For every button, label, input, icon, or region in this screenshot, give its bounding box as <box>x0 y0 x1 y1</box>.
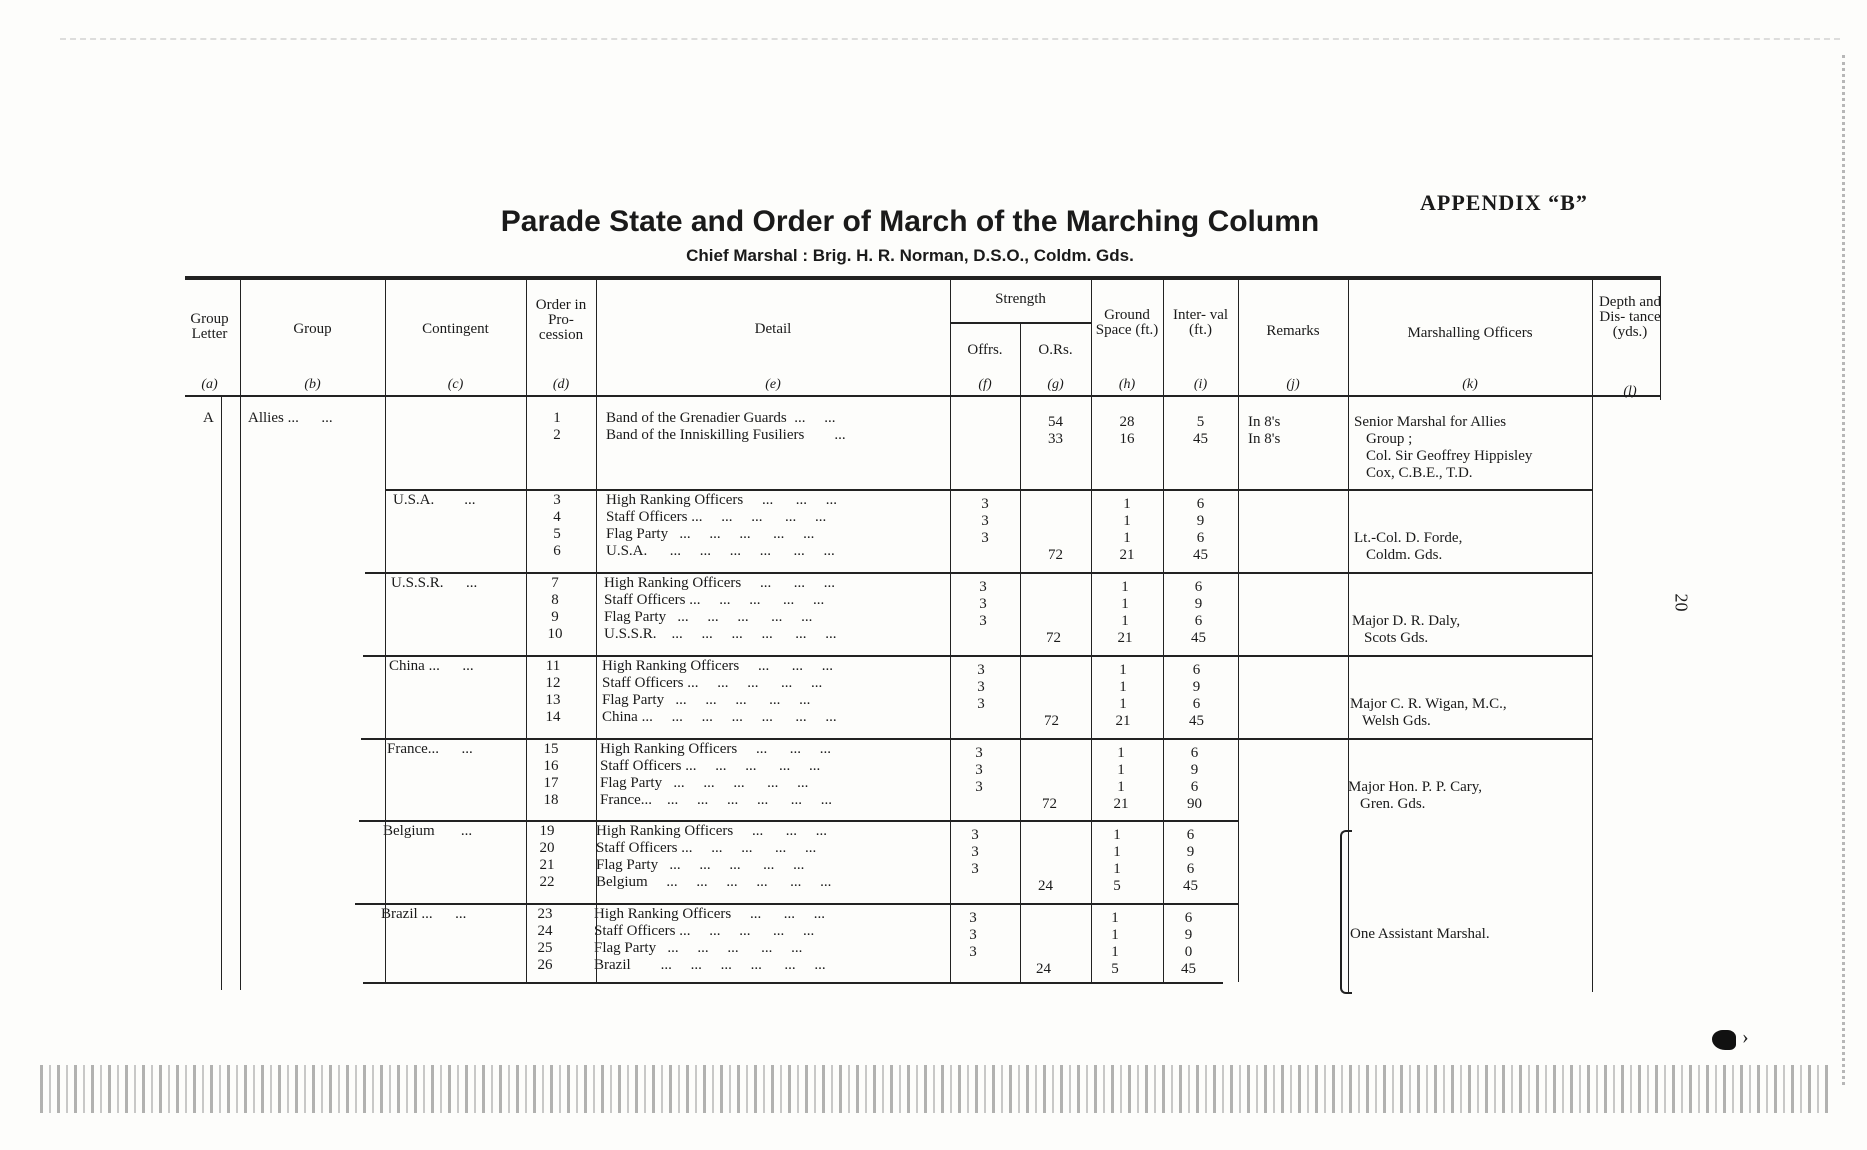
block-0-ground: 28 <box>1119 414 1135 430</box>
header-order: Order in Pro- cession <box>535 297 587 343</box>
block-4-ground: 1 <box>1117 779 1125 795</box>
block-0-marshal: Senior Marshal for Allies <box>1354 414 1507 430</box>
block-5-bottom-rule <box>355 903 1238 905</box>
block-0-detail: Band of the Grenadier Guards ... ... <box>606 410 836 426</box>
block-2-offrs: 3 <box>979 596 987 612</box>
block-5-offrs: 3 <box>971 844 979 860</box>
block-2-interval: 45 <box>1191 630 1206 646</box>
block-3-ground: 21 <box>1115 713 1131 729</box>
block-6-interval: 0 <box>1184 944 1193 960</box>
col-a-rule <box>240 276 241 990</box>
header-ors: O.Rs. <box>1038 342 1073 358</box>
block-1-ground: 1 <box>1123 496 1131 512</box>
block-0-ors: 54 <box>1048 414 1063 430</box>
block-3-bottom-rule <box>361 738 1592 740</box>
subheader-j: (j) <box>1286 377 1300 392</box>
block-2-offrs: 3 <box>979 613 987 629</box>
block-3-marshal: Welsh Gds. <box>1362 713 1431 729</box>
block-4-detail: Staff Officers ... ... ... ... ... <box>600 758 821 774</box>
block-4-ors: 72 <box>1042 796 1057 812</box>
block-2-ors: 72 <box>1046 630 1061 646</box>
block-2-detail: Staff Officers ... ... ... ... ... <box>604 592 825 608</box>
table-header-rule <box>185 395 1660 397</box>
block-3-marshal: Major C. R. Wigan, M.C., <box>1350 696 1507 712</box>
col-d-rule <box>596 276 597 982</box>
header-marshalling: Marshalling Officers <box>1407 325 1533 341</box>
block-5-offrs: 3 <box>971 861 979 877</box>
page-title: Parade State and Order of March of the Marching Column <box>500 205 1320 238</box>
block-2-detail: U.S.S.R. ... ... ... ... ... ... <box>604 626 837 642</box>
header-ground: Ground Space (ft.) <box>1095 307 1159 338</box>
block-1-ground: 1 <box>1123 513 1131 529</box>
scan-noise-bottom <box>40 1065 1830 1113</box>
header-group-letter: Group Letter <box>190 311 229 342</box>
subheader-a: (a) <box>201 377 218 392</box>
block-1-offrs: 3 <box>981 496 989 512</box>
block-6-ground: 1 <box>1111 910 1119 926</box>
block-2-contingent: U.S.S.R. ... <box>391 575 478 591</box>
block-4-ground: 1 <box>1117 762 1125 778</box>
block-2-order: 10 <box>547 626 563 642</box>
block-6-detail: Staff Officers ... ... ... ... ... <box>594 923 815 939</box>
block-1-contingent: U.S.A. ... <box>393 492 476 508</box>
block-0-marshal: Col. Sir Geoffrey Hippisley <box>1366 448 1533 464</box>
block-2-order: 8 <box>551 592 559 608</box>
block-2-order: 7 <box>551 575 559 591</box>
block-0-ground: 16 <box>1119 431 1135 447</box>
block-4-detail: France... ... ... ... ... ... ... <box>600 792 833 808</box>
block-5-detail: Staff Officers ... ... ... ... ... <box>596 840 817 856</box>
subheader-k: (k) <box>1462 377 1478 392</box>
block-4-interval: 6 <box>1190 779 1199 795</box>
block-4-offrs: 3 <box>975 762 983 778</box>
block-2-ground: 1 <box>1121 596 1129 612</box>
block-6-interval: 6 <box>1184 910 1193 926</box>
block-1-interval: 6 <box>1196 530 1205 546</box>
block-2-bottom-rule <box>363 655 1592 657</box>
block-6-ground: 1 <box>1111 944 1119 960</box>
header-strength: Strength <box>995 291 1046 307</box>
block-6-ground: 1 <box>1111 927 1119 943</box>
col-c-rule <box>526 276 527 982</box>
col-b-rule <box>385 276 386 982</box>
subheader-b: (b) <box>304 377 321 392</box>
block-6-interval: 45 <box>1181 961 1196 977</box>
block-3-order: 11 <box>545 658 561 674</box>
block-3-offrs: 3 <box>977 696 985 712</box>
group-name: Allies ... ... <box>248 410 333 426</box>
block-1-detail: Staff Officers ... ... ... ... ... <box>606 509 827 525</box>
block-1-order: 6 <box>553 543 561 559</box>
block-5-offrs: 3 <box>971 827 979 843</box>
block-4-detail: High Ranking Officers ... ... ... <box>600 741 831 757</box>
block-0-ors: 33 <box>1048 431 1063 447</box>
block-6-detail: Brazil ... ... ... ... ... ... <box>594 957 826 973</box>
block-2-ground: 1 <box>1121 613 1129 629</box>
header-offrs: Offrs. <box>967 342 1003 358</box>
block-3-ors: 72 <box>1044 713 1059 729</box>
subheader-i: (i) <box>1193 377 1208 392</box>
block-2-offrs: 3 <box>979 579 987 595</box>
header-group: Group <box>293 321 332 337</box>
block-4-order: 15 <box>543 741 559 757</box>
group-letter-value: A <box>203 410 214 426</box>
block-5-order: 22 <box>539 874 555 890</box>
block-4-ground: 1 <box>1117 745 1125 761</box>
block-5-order: 20 <box>539 840 555 856</box>
block-6-offrs: 3 <box>969 944 977 960</box>
subheader-l: (l) <box>1623 384 1637 399</box>
block-2-ground: 1 <box>1121 579 1129 595</box>
subheader-h: (h) <box>1118 377 1136 392</box>
block-1-interval: 45 <box>1193 547 1208 563</box>
header-depth: Depth and Dis- tance (yds.) <box>1598 294 1662 340</box>
block-3-interval: 9 <box>1192 679 1201 695</box>
block-4-order: 18 <box>543 792 559 808</box>
block-3-detail: Flag Party ... ... ... ... ... <box>602 692 811 708</box>
subheader-g: (g) <box>1047 377 1064 392</box>
block-1-order: 5 <box>553 526 561 542</box>
col-h-rule <box>1163 276 1164 982</box>
arrow-mark-icon: › <box>1742 1026 1749 1048</box>
block-3-order: 14 <box>545 709 561 725</box>
block-2-interval: 6 <box>1194 579 1203 595</box>
subheader-d: (d) <box>552 377 570 392</box>
block-5-interval: 6 <box>1186 827 1195 843</box>
block-2-detail: Flag Party ... ... ... ... ... <box>604 609 813 625</box>
block-4-interval: 6 <box>1190 745 1199 761</box>
block-6-contingent: Brazil ... ... <box>381 906 467 922</box>
block-5-interval: 6 <box>1186 861 1195 877</box>
block-3-order: 13 <box>545 692 561 708</box>
block-0-remark: In 8's <box>1248 414 1281 430</box>
block-5-order: 21 <box>539 857 555 873</box>
block-2-detail: High Ranking Officers ... ... ... <box>604 575 835 591</box>
block-4-offrs: 3 <box>975 745 983 761</box>
col-f-rule <box>1020 322 1021 982</box>
block-5-order: 19 <box>539 823 555 839</box>
col-i-rule <box>1238 276 1239 982</box>
block-5-ground: 5 <box>1113 878 1121 894</box>
block-1-marshal: Coldm. Gds. <box>1366 547 1443 563</box>
block-0-bottom-rule <box>385 489 1592 491</box>
block-0-marshal: Cox, C.B.E., T.D. <box>1366 465 1473 481</box>
block-1-marshal: Lt.-Col. D. Forde, <box>1354 530 1463 546</box>
block-1-detail: High Ranking Officers ... ... ... <box>606 492 837 508</box>
block-2-interval: 6 <box>1194 613 1203 629</box>
block-2-marshal: Major D. R. Daly, <box>1352 613 1461 629</box>
block-6-order: 23 <box>537 906 553 922</box>
block-5-interval: 45 <box>1183 878 1198 894</box>
block-4-interval: 9 <box>1190 762 1199 778</box>
block-0-detail: Band of the Inniskilling Fusiliers ... <box>606 427 846 443</box>
block-3-ground: 1 <box>1119 662 1127 678</box>
page-subtitle: Chief Marshal : Brig. H. R. Norman, D.S.O., Coldm. Gds. <box>686 246 1134 265</box>
table-bottom-rule <box>363 982 1223 984</box>
block-4-contingent: France... ... <box>387 741 473 757</box>
block-6-detail: Flag Party ... ... ... ... ... <box>594 940 803 956</box>
block-0-interval: 5 <box>1196 414 1205 430</box>
block-5-detail: Flag Party ... ... ... ... ... <box>596 857 805 873</box>
table-top-rule <box>185 276 1660 280</box>
col-g-rule <box>1091 276 1092 982</box>
col-e-rule <box>950 276 951 982</box>
block-1-offrs: 3 <box>981 530 989 546</box>
block-1-offrs: 3 <box>981 513 989 529</box>
block-5-detail: Belgium ... ... ... ... ... ... <box>596 874 832 890</box>
ink-blot <box>1712 1030 1736 1050</box>
block-6-detail: High Ranking Officers ... ... ... <box>594 906 825 922</box>
block-6-ground: 5 <box>1111 961 1119 977</box>
block-3-detail: China ... ... ... ... ... ... ... <box>602 709 837 725</box>
block-4-offrs: 3 <box>975 779 983 795</box>
block-6-order: 26 <box>537 957 553 973</box>
block-2-marshal: Scots Gds. <box>1364 630 1429 646</box>
group-left-rule <box>221 395 222 990</box>
header-detail: Detail <box>754 321 792 337</box>
block-0-marshal: Group ; <box>1366 431 1413 447</box>
block-1-interval: 6 <box>1196 496 1205 512</box>
block-6-order: 25 <box>537 940 553 956</box>
block-1-detail: Flag Party ... ... ... ... ... <box>606 526 815 542</box>
block-3-contingent: China ... ... <box>389 658 474 674</box>
block-1-ground: 21 <box>1119 547 1135 563</box>
appendix-label: APPENDIX “B” <box>1420 190 1588 215</box>
block-4-marshal: Gren. Gds. <box>1360 796 1426 812</box>
col-k-rule <box>1592 276 1593 992</box>
block-4-order: 16 <box>543 758 559 774</box>
block-1-interval: 9 <box>1196 513 1205 529</box>
block-3-order: 12 <box>545 675 561 691</box>
block-3-detail: High Ranking Officers ... ... ... <box>602 658 833 674</box>
block-3-interval: 6 <box>1192 662 1201 678</box>
block-3-ground: 1 <box>1119 679 1127 695</box>
block-6-offrs: 3 <box>969 910 977 926</box>
block-4-bottom-rule <box>359 820 1238 822</box>
block-5-detail: High Ranking Officers ... ... ... <box>596 823 827 839</box>
subheader-f: (f) <box>978 377 992 392</box>
block-3-interval: 6 <box>1192 696 1201 712</box>
block-4-detail: Flag Party ... ... ... ... ... <box>600 775 809 791</box>
header-remarks: Remarks <box>1266 323 1320 339</box>
block-4-marshal: Major Hon. P. P. Cary, <box>1348 779 1483 795</box>
block-5-ground: 1 <box>1113 844 1121 860</box>
subheader-e: (e) <box>765 377 781 392</box>
block-6-interval: 9 <box>1184 927 1193 943</box>
block-5-contingent: Belgium ... <box>383 823 473 839</box>
subheader-c: (c) <box>447 377 464 392</box>
block-0-order: 2 <box>553 427 561 443</box>
shared-marshal-note: One Assistant Marshal. <box>1350 926 1490 942</box>
page-number: 20 <box>1671 593 1692 612</box>
block-2-order: 9 <box>551 609 559 625</box>
block-6-order: 24 <box>537 923 553 939</box>
block-5-interval: 9 <box>1186 844 1195 860</box>
block-1-order: 4 <box>553 509 561 525</box>
block-0-interval: 45 <box>1193 431 1208 447</box>
block-3-offrs: 3 <box>977 679 985 695</box>
marshal-brace <box>1340 830 1352 994</box>
scan-edge-right <box>1838 55 1845 1085</box>
block-5-ground: 1 <box>1113 861 1121 877</box>
block-4-order: 17 <box>543 775 559 791</box>
block-6-ors: 24 <box>1036 961 1051 977</box>
col-l-rule <box>1660 276 1661 400</box>
block-5-ors: 24 <box>1038 878 1053 894</box>
block-3-offrs: 3 <box>977 662 985 678</box>
block-1-detail: U.S.A. ... ... ... ... ... ... <box>606 543 835 559</box>
block-1-ors: 72 <box>1048 547 1063 563</box>
block-3-detail: Staff Officers ... ... ... ... ... <box>602 675 823 691</box>
block-3-ground: 1 <box>1119 696 1127 712</box>
block-5-ground: 1 <box>1113 827 1121 843</box>
scan-edge-top <box>60 38 1840 42</box>
block-2-interval: 9 <box>1194 596 1203 612</box>
header-interval: Inter- val (ft.) <box>1172 307 1229 338</box>
block-1-ground: 1 <box>1123 530 1131 546</box>
block-3-interval: 45 <box>1189 713 1204 729</box>
block-0-remark: In 8's <box>1248 431 1281 447</box>
block-6-offrs: 3 <box>969 927 977 943</box>
header-contingent: Contingent <box>422 321 489 337</box>
block-1-bottom-rule <box>365 572 1592 574</box>
block-4-interval: 90 <box>1187 796 1202 812</box>
block-0-order: 1 <box>553 410 561 426</box>
block-2-ground: 21 <box>1117 630 1133 646</box>
block-1-order: 3 <box>553 492 561 508</box>
block-4-ground: 21 <box>1113 796 1129 812</box>
